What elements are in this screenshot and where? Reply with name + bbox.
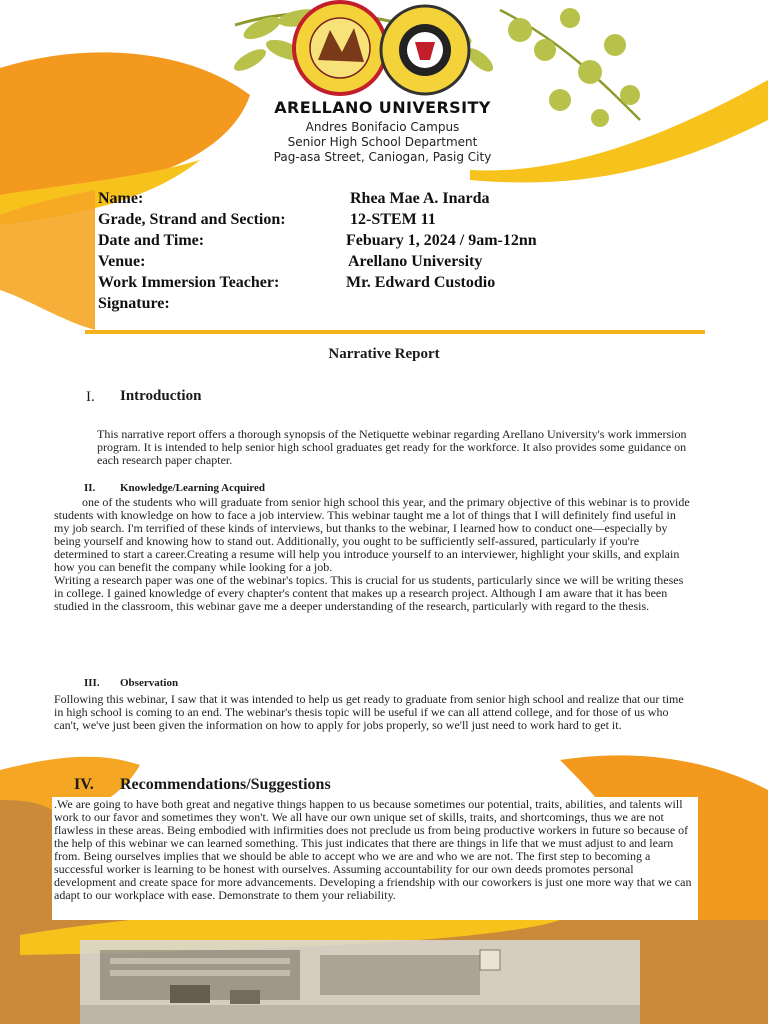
name-value: Rhea Mae A. Inarda [350,190,490,207]
observation-heading: Observation [120,677,179,689]
knowledge-paragraph-1: one of the students who will graduate from senior high school this year, and the primary objective of this webinar is to provide students with knowledge on how to face a job interview. This webinar taught me a lot of things that I will definitely find useful in my job search. I'm terrified of these kinds of interviews, but thanks to the webinar, I learned how to conduct one—especially by being yourself and knowing how to stand out. Additionally, you ought to be sufficiently self-assured, particularly if you're determined to start a career.Creating a resume will help you introduce yourself to an interviewer, highlight your skills, and explain how you can benefit the company while looking for a job. [54,495,690,574]
grade-value: 12-STEM 11 [350,211,436,228]
engineering-seal-icon [381,6,469,94]
observation-paragraph: Following this webinar, I saw that it was intended to help us get ready to graduate from senior high school and realize that our time in high school is coming to an end. The webinar's thesis topic will be useful if we can all attend college, and for those of us who can't, we've just been given the information on how to apply for jobs properly, so we'll just need to work hard to get it. [54,692,684,732]
intro-heading: Introduction [120,388,202,404]
intro-number: I. [86,389,95,405]
name-label: Name: [98,190,144,207]
knowledge-paragraph-2: Writing a research paper was one of the webinar's topics. This is crucial for us students, particularly since we will be writing theses in college. I gained knowledge of every chapter's content that makes up a research project. Although I am aware that it has been studied in the classroom, this webinar gave me a deeper understanding of the research, particularly with regard to the thesis. [54,573,684,613]
date-value: Febuary 1, 2024 / 9am-12nn [346,232,537,249]
venue-label: Venue: [98,253,146,270]
grade-label: Grade, Strand and Section: [98,211,286,228]
teacher-value: Mr. Edward Custodio [346,274,496,291]
signature-label: Signature: [98,295,170,312]
university-name: ARELLANO UNIVERSITY [274,98,491,117]
venue-value: Arellano University [348,253,483,270]
knowledge-heading: Knowledge/Learning Acquired [120,482,265,494]
school-address: Pag-asa Street, Caniogan, Pasig City [273,150,492,164]
knowledge-body [54,496,694,613]
report-title: Narrative Report [328,346,440,362]
campus-name: Andres Bonifacio Campus [305,120,460,134]
recommend-heading: Recommendations/Suggestions [120,776,331,793]
date-label: Date and Time: [98,232,205,249]
department-name: Senior High School Department [287,135,478,149]
intro-paragraph: This narrative report offers a thorough synopsis of the Netiquette webinar regarding Arellano University's work immersion program. It is intended to help senior high school graduates get ready for the workforce. It also provides some guidance on each research paper chapter. [97,427,687,467]
left-orange-wedge [0,190,95,330]
university-seal-icon [294,2,386,94]
recommend-paragraph: .We are going to have both great and negative things happen to us because sometimes our potential, traits, abilities, and talents will work to our favor and sometimes they won't. We all have our own unique set of skills, traits, and shortcomings, thus we are not flawless in these areas. Being embodied with infirmities does not preclude us from being productive workers in future so because of the help of this webinar we can learned something. This just indicates that there are things in life that we must adjust to and learn from. Being ourselves implies that we should be able to accept who we are and who we are not. The first step to becoming a successful worker is learning to be honest with ourselves. Assuming accountability for our own deeds promotes personal development and create space for more advancements. Developing a friendship with our coworkers is just one more way that we can adapt to our workplace with ease. Demonstrate to them your reliability. [54,797,692,902]
observation-number: III. [84,677,100,689]
campus-photo [80,940,640,1024]
knowledge-number: II. [84,482,96,494]
teacher-label: Work Immersion Teacher: [98,274,280,291]
recommend-number: IV. [74,776,94,793]
